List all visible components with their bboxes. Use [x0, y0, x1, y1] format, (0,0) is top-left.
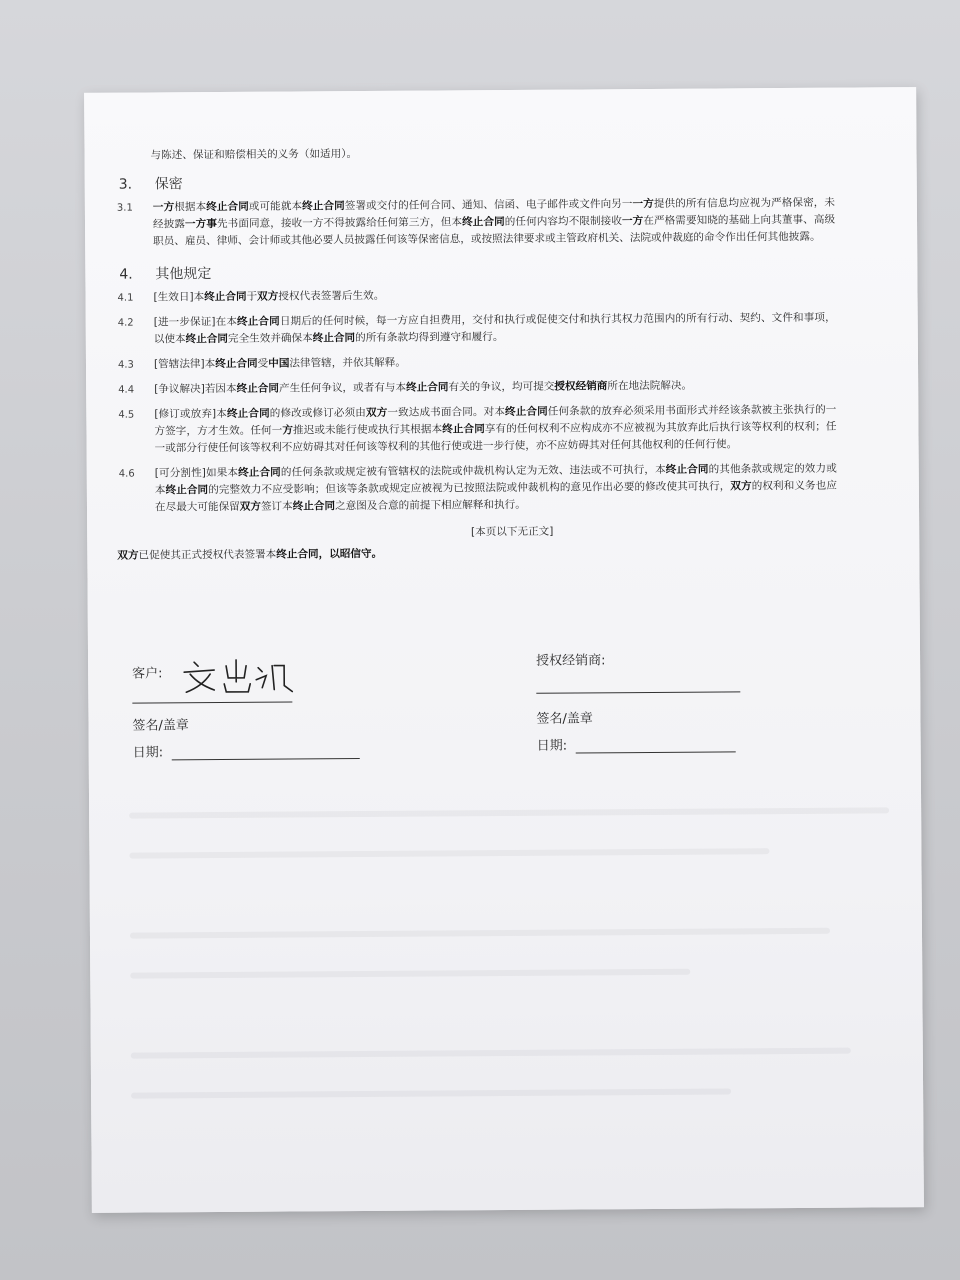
- text-run: 的所有条款均得到遵守和履行。: [355, 330, 504, 345]
- bold-term: 终止合同: [302, 200, 345, 213]
- text-run: 有关的争议，均可提交: [448, 380, 555, 394]
- sign-seal-label-left: 签名/盖章: [132, 718, 189, 734]
- clause-number: 4.3: [117, 359, 134, 371]
- bold-term: 终止合同: [206, 200, 249, 214]
- bold-term: 终止合同: [312, 332, 356, 345]
- bold-term: 终止合同: [185, 332, 229, 346]
- bold-term: 方: [282, 424, 294, 437]
- bold-term: 一方: [621, 215, 644, 228]
- text-run: 受: [257, 357, 269, 370]
- bold-term: 终止合同: [204, 290, 247, 304]
- text-run: [进一步保证]在本: [153, 315, 238, 329]
- dealer-label: 授权经销商:: [536, 653, 606, 669]
- bold-term: 终止合同: [462, 215, 505, 229]
- bold-term: 终止合同: [504, 405, 548, 418]
- text-run: 任何条款的放弃必须采用书面形式并经该条款被主张执行的一方签字，方才生效。任何一: [154, 403, 837, 438]
- clause-4-4: [116, 377, 836, 399]
- sign-seal-label-right: 签名/盖章: [536, 711, 593, 727]
- clause-3-1: [115, 195, 835, 251]
- text-run: 已促使其正式授权代表签署本: [138, 548, 277, 562]
- clause-number: 4.2: [117, 317, 134, 329]
- date-label: 日期:: [132, 745, 164, 761]
- text-run: 所在地法院解决。: [607, 379, 693, 393]
- dealer-signature-line[interactable]: [536, 677, 740, 693]
- bleed-through-mark: [131, 1088, 731, 1098]
- clause-text: [154, 352, 836, 374]
- customer-signature-block: [132, 661, 373, 761]
- bold-term: 一方: [632, 197, 654, 211]
- document-body: [114, 143, 837, 565]
- clause-number: 3.1: [116, 202, 133, 214]
- clause-text: [153, 285, 835, 307]
- text-run: 或可能就本: [248, 200, 303, 213]
- date-row-right: [537, 733, 777, 754]
- section-number: 4.: [119, 266, 133, 283]
- text-run: 的权利和义务也应在尽最大可能保留: [154, 479, 837, 514]
- bold-term: 双方: [365, 406, 388, 419]
- bold-term: 一方事: [184, 217, 218, 231]
- text-run: 在严格需要知晓的基础上向其董事、高级职员、雇员、律师、会计师或其他必要人员披露任何该等保密信息，或按照法律要求或主管政府机关、法院或仲裁庭的命令作出任何其他披露。: [153, 213, 836, 248]
- clause-text: [154, 310, 836, 349]
- clause-text: [154, 377, 836, 399]
- text-run: 完全生效并确保本: [227, 332, 313, 345]
- clause-4-1: [115, 285, 835, 307]
- text-run: [可分割性]如果本: [154, 466, 239, 480]
- clause-4-5: [116, 402, 836, 458]
- dealer-row: [536, 677, 776, 694]
- bold-term: 终止合同: [665, 463, 709, 476]
- customer-row: [132, 661, 372, 703]
- paper-sheet: [84, 87, 924, 1213]
- text-run: 产生任何争议，或者有与本: [278, 381, 407, 395]
- bold-term: 双方: [239, 500, 261, 513]
- bold-term: 一方: [152, 201, 175, 214]
- text-run: 授权代表签署后生效。: [278, 289, 385, 303]
- bold-term: 双方: [117, 549, 139, 562]
- text-run: 的任何条款或规定被有管辖权的法院或仲裁机构认定为无效、违法或不可执行，本: [280, 463, 666, 479]
- text-run: 根据本: [174, 201, 207, 214]
- text-run: 推迟或未能行使或执行其根据本: [292, 423, 443, 437]
- bleed-through-mark: [130, 969, 690, 979]
- bold-term: 双方: [730, 480, 752, 493]
- customer-signature-line[interactable]: [132, 687, 292, 703]
- text-run: 享有的任何权利不应构成亦不应被视为其放弃此后执行该等权利的权利；任一或部分行使任何该等权利不应妨碍其对任何该等权利的其他行使或进一步行使，亦不应妨碍其对任何其他权利的任何行使。: [154, 420, 837, 455]
- bold-term: 终止合同: [238, 466, 281, 479]
- section-number: 3.: [118, 176, 133, 193]
- continuation-line: 与陈述、保证和赔偿相关的义务（如适用）。: [150, 148, 358, 162]
- bold-term: 终止合同: [442, 423, 485, 436]
- bold-term: 双方: [257, 290, 279, 303]
- bold-term: 授权经销商: [554, 380, 608, 393]
- clause-4-2: [116, 310, 836, 349]
- bold-term: 终止合同: [406, 381, 449, 394]
- bold-term: 终止合同: [215, 357, 258, 371]
- date-line-left[interactable]: [171, 744, 359, 760]
- text-run: [修订或放弃]本: [154, 407, 228, 421]
- text-run: [生效日]本: [153, 291, 205, 304]
- text-run: 的任何内容均不限制接收: [504, 215, 623, 228]
- text-run: 之意图及合意的前提下相应解释和执行。: [335, 498, 526, 513]
- bleed-through-mark: [129, 807, 889, 818]
- text-run: 签订本: [260, 500, 293, 513]
- text-run: [管辖法律]本: [153, 358, 216, 371]
- text-run: 法律管辖，并依其解释。: [289, 356, 406, 370]
- text-run: 先书面同意，接收一方不得披露给任何第三方，但本: [216, 216, 463, 230]
- text-run: 日期后的任何时候，每一方应自担费用，交付和执行或促使交付和执行其权力范围内的所有行动、契约、文件和事项，以使本: [153, 311, 836, 346]
- date-line-right[interactable]: [575, 737, 735, 753]
- bold-term: 中国: [268, 357, 290, 370]
- bold-term: 终止合同: [226, 407, 270, 420]
- clause-4-6: [117, 461, 837, 517]
- bold-term: 终止合同: [236, 382, 280, 395]
- customer-label: 客户:: [132, 666, 163, 682]
- text-run: 的其他条款或规定的效力或本: [154, 462, 837, 497]
- clause-text: [154, 402, 836, 458]
- text-run: 签署或交付的任何合同、通知、信函、电子邮件或文件向另一: [344, 198, 633, 213]
- clause-text: [155, 461, 837, 517]
- section-title: 其他规定: [155, 266, 212, 283]
- end-of-text-note: [本页以下无正文]: [470, 525, 554, 539]
- date-label: 日期:: [536, 738, 568, 754]
- clause-number: 4.5: [118, 409, 135, 421]
- clause-number: 4.1: [117, 292, 134, 304]
- bold-term: 终止合同: [292, 500, 336, 513]
- text-run: 提供的所有信息均应视为严格保密，未经披露: [152, 196, 836, 231]
- bold-term: 终止合同，以昭信守。: [276, 547, 383, 561]
- bleed-through-mark: [130, 928, 830, 939]
- date-row-left: [133, 740, 373, 761]
- text-run: 的修改或修订必须由: [269, 406, 367, 420]
- dealer-signature-block: [536, 648, 777, 754]
- text-run: 的完整效力不应受影响；但该等条款或规定应被视为已按照法院或仲裁机构的意见作出必要的修改使其可执行，: [208, 480, 731, 497]
- clause-4-3: [116, 352, 836, 374]
- bold-term: 终止合同: [165, 484, 209, 497]
- section-4-heading: [115, 262, 835, 284]
- section-3-heading: [115, 172, 835, 194]
- conclusion-line: [117, 543, 837, 565]
- text-run: 一致达成书面合同。对本: [387, 405, 506, 419]
- bold-term: 终止合同: [236, 315, 280, 328]
- clause-number: 4.4: [118, 384, 135, 396]
- clause-text: [153, 195, 835, 251]
- text-run: [争议解决]若因本: [154, 382, 237, 396]
- section-title: 保密: [154, 176, 183, 193]
- bleed-through-mark: [129, 848, 769, 858]
- bleed-through-mark: [131, 1048, 851, 1059]
- text-run: 于: [246, 290, 258, 303]
- clause-number: 4.6: [118, 468, 135, 480]
